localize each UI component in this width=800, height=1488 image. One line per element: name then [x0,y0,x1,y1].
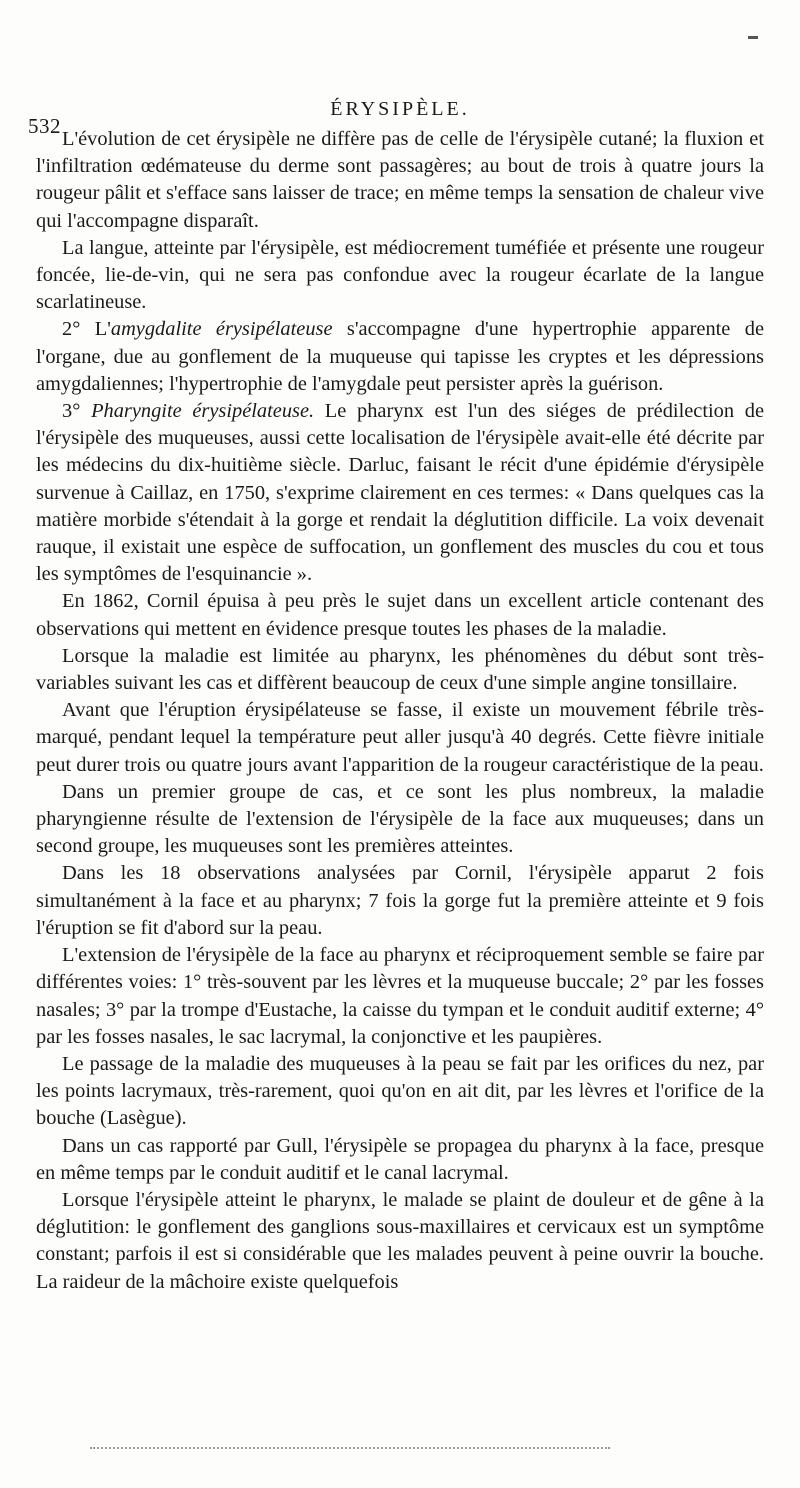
paragraph: 2° L'amygdalite érysipélateuse s'accompagne d'une hypertrophie apparente de l'organe, due au gonflement de la muqueuse qui tapisse les cryptes et les dépressions amygdaliennes; l'hypertrophie de l'amygdale peut persister après la guérison. [36,318,764,395]
scan-mark [748,36,758,39]
paragraph: Dans un cas rapporté par Gull, l'érysipèle se propagea du pharynx à la face, presque en même temps par le conduit auditif et le canal lacrymal. [36,1134,764,1184]
paragraph: Lorsque l'érysipèle atteint le pharynx, le malade se plaint de douleur et de gêne à la déglutition: le gonflement des ganglions sous-maxillaires et cervicaux est un symptôme constant; parfois il est si considérable que les malades peuvent à peine ouvrir la bouche. La raideur de la mâchoire existe quelquefois [36,1188,764,1293]
paragraph: La langue, atteinte par l'érysipèle, est médiocrement tuméfiée et présente une rougeur foncée, lie-de-vin, qui ne sera pas confondue avec la rougeur écarlate de la langue scarlatineuse. [36,236,764,314]
paragraph: Dans les 18 observations analysées par Cornil, l'érysipèle apparut 2 fois simultanément à la face et au pharynx; 7 fois la gorge fut la première atteinte et 9 fois l'éruption se fit d'abord sur la peau. [36,862,764,939]
italic-term: amygdalite érysipélateuse [110,318,333,341]
paragraph: Lorsque la maladie est limitée au pharynx, les phénomènes du début sont très-variables suivant les cas et diffèrent beaucoup de ceux d'une simple angine tonsillaire. [36,644,764,695]
paragraph: En 1862, Cornil épuisa à peu près le sujet dans un excellent article contenant des observations qui mettent en évidence presque toutes les phases de la maladie. [36,590,764,640]
italic-term: Pharyngite érysipélateuse. [91,400,315,423]
paragraph: Dans un premier groupe de cas, et ce sont les plus nombreux, la maladie pharyngienne résulte de l'extension de l'érysipèle de la face aux muqueuses; dans un second groupe, les muqueuses sont les premières atteintes. [36,780,764,858]
paragraph: L'évolution de cet érysipèle ne diffère pas de celle de l'érysipèle cutané; la fluxion et l'infiltration œdémateuse du derme sont passagères; au bout de trois à quatre jours la rougeur pâlit et s'efface sans laisser de trace; en même temps la sensation de chaleur vive qui l'accompagne disparaît. [36,128,764,232]
paragraph: Le passage de la maladie des muqueuses à la peau se fait par les orifices du nez, par les points lacrymaux, très-rarement, quoi qu'on en ait dit, par les lèvres et l'orifice de la bouche (Lasègue). [36,1052,764,1130]
body-text [36,126,764,1296]
paragraph: 3° Pharyngite érysipélateuse. Le pharynx est l'un des siéges de prédilection de l'érysipèle des muqueuses, aussi cette localisation de l'érysipèle avait-elle été décrite par les médecins du dix-huitième siècle. Darluc, faisant le récit d'une épidémie d'érysipèle survenue à Caillaz, en 1750, s'exprime clairement en ces termes: « Dans quelques cas la matière morbide s'étendait à la gorge et rendait la déglutition difficile. La voix devenait rauque, il existait une espèce de suffocation, un gonflement des muscles du cou et tous les symptômes de l'esquinancie ». [36,400,764,586]
paragraph: Avant que l'éruption érysipélateuse se fasse, il existe un mouvement fébrile très-marqué, pendant lequel la température peut aller jusqu'à 40 degrés. Cette fièvre initiale peut durer trois ou quatre jours avant l'apparition de la rougeur caractéristique de la peau. [36,699,764,776]
footer-divider [90,1447,610,1449]
page-number: 532 [28,114,61,138]
paragraph: L'extension de l'érysipèle de la face au pharynx et réciproquement semble se faire par différentes voies: 1° très-souvent par les lèvres et la muqueuse buccale; 2° par les fosses nasales; 3° par la trompe d'Eustache, la caisse du tympan et le conduit auditif externe; 4° par les fosses nasales, le sac lacrymal, la conjonctive et les paupières. [36,944,764,1048]
running-title: ÉRYSIPÈLE. [330,98,470,120]
